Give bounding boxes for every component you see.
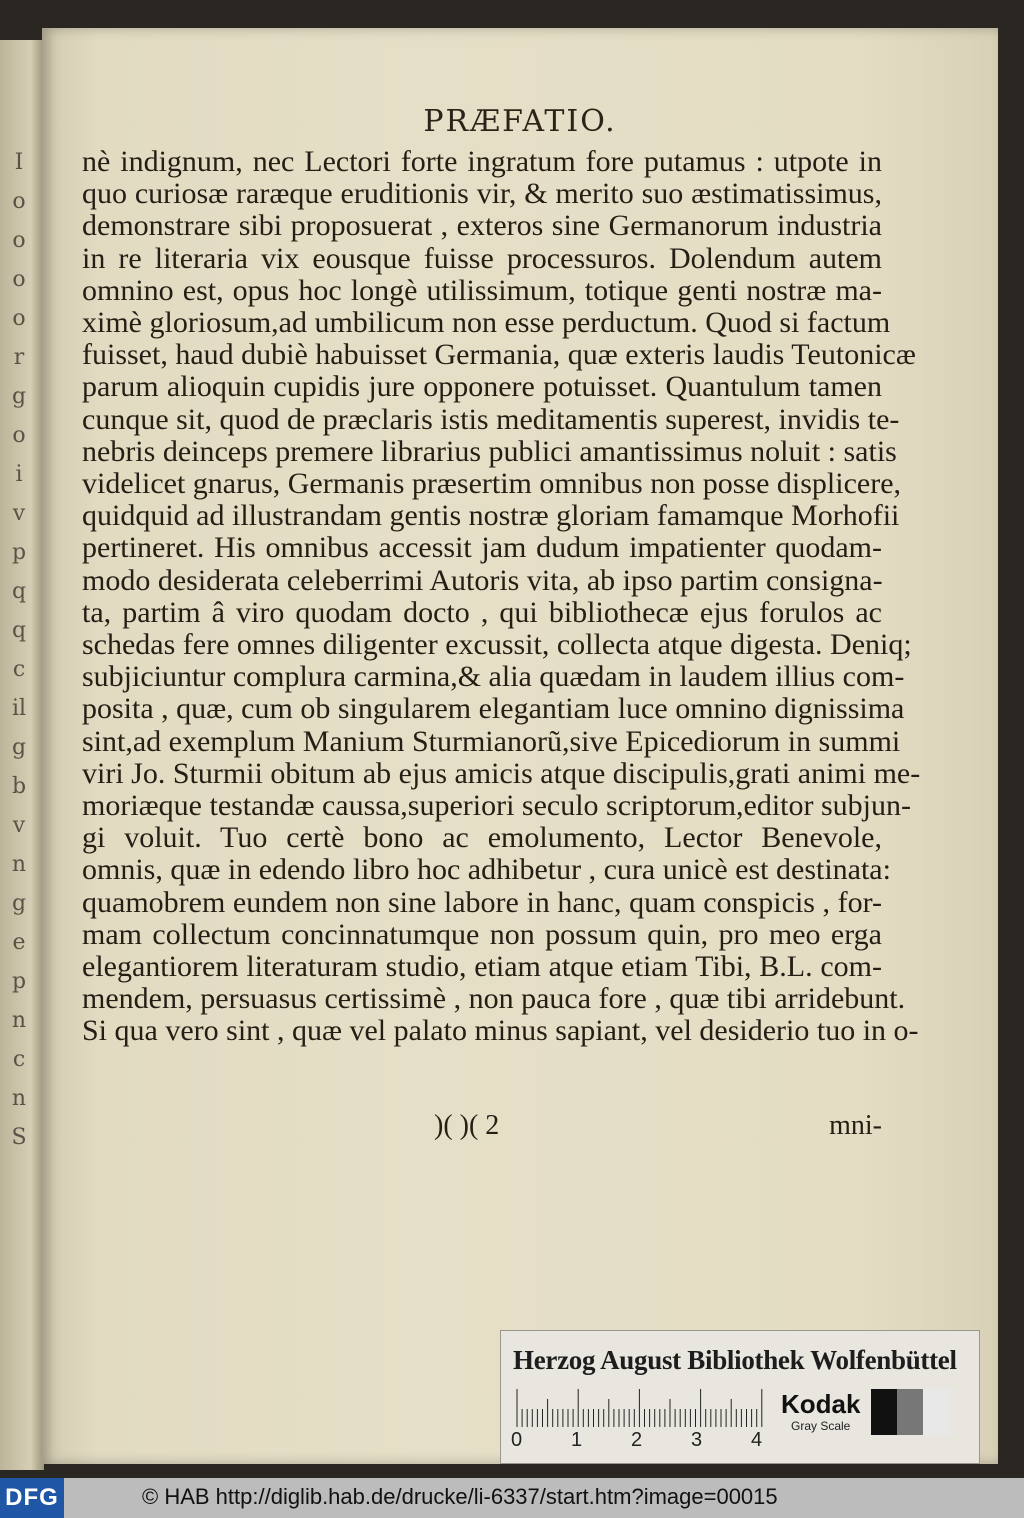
text-line: mendem, persuasus certissimè , non pauca fore , quæ tibi arridebunt. (82, 982, 906, 1016)
text-line: gi voluit. Tuo certè bono ac emolumento, Lector Benevole, (82, 821, 882, 855)
gray-patch-black (871, 1389, 897, 1435)
ruler-number: 2 (631, 1429, 643, 1451)
adjacent-text-fragment: S (11, 1125, 27, 1150)
ruler-number: 3 (691, 1429, 703, 1451)
text-line: subjiciuntur complura carmina,& alia quædam in laudem illius com- (82, 660, 905, 694)
adjacent-page-edge (0, 40, 44, 1470)
adjacent-text-fragment: p (11, 969, 27, 994)
adjacent-text-fragment: v (12, 813, 26, 838)
text-line: moriæque testandæ caussa,superiori seculo scriptorum,editor subjun- (82, 789, 911, 823)
signature-mark: )( )( 2 (434, 1110, 500, 1141)
library-color-card (500, 1330, 980, 1464)
text-line: nè indignum, nec Lectori forte ingratum fore putamus : utpote in (82, 145, 882, 178)
text-line: cunque sit, quod de præclaris istis meditamentis superest, invidis te- (82, 402, 900, 436)
text-line: quidquid ad illustrandam gentis nostræ gloriam famamque Morhofii (82, 499, 900, 533)
adjacent-text-fragment: n (11, 1008, 27, 1033)
text-line: mam collectum concinnatumque non possum quin, pro meo erga (82, 917, 882, 951)
adjacent-text-fragment: o (12, 189, 26, 214)
adjacent-text-fragment: i (15, 462, 23, 487)
library-name: Herzog August Bibliothek Wolfenbüttel (513, 1345, 957, 1375)
adjacent-text-fragment: o (12, 423, 26, 448)
text-line: demonstrare sibi proposuerat , exteros sine Germanorum industria (82, 209, 882, 243)
text-line: omnino est, opus hoc longè utilissimum, totique genti nostræ ma- (82, 273, 882, 307)
text-line: Si qua vero sint , quæ vel palato minus sapiant, vel desiderio tuo in o- (82, 1014, 919, 1048)
ruler-number: 0 (511, 1429, 523, 1451)
text-line: sint,ad exemplum Manium Sturmianorũ,sive Epicediorum in summi (82, 724, 901, 758)
body-text (82, 145, 921, 1048)
ruler-ticks (515, 1389, 771, 1429)
text-line: posita , quæ, cum ob singularem elegantiam luce omnino dignissima (82, 692, 905, 726)
adjacent-text-fragment: g (11, 891, 27, 916)
adjacent-text-fragment: r (13, 345, 25, 370)
adjacent-text-fragment: I (14, 150, 24, 175)
text-line: quamobrem eundem non sine labore in hanc, quam conspicis , for- (82, 885, 882, 919)
page-footer (82, 1110, 882, 1142)
ruler-number: 4 (751, 1429, 763, 1451)
text-line: ta, partim â viro quodam docto , qui bibliothecæ ejus forulos ac (82, 595, 882, 629)
adjacent-text-fragment: e (12, 930, 26, 955)
viewer-footer (0, 1478, 1024, 1518)
text-line: in re literaria vix eousque fuisse processuros. Dolendum autem (82, 241, 882, 275)
text-line: elegantiorem literaturam studio, etiam atque etiam Tibi, B.L. com- (82, 950, 882, 984)
adjacent-text-fragment: c (12, 657, 26, 682)
kodak-logo: Kodak (781, 1389, 861, 1419)
text-line: ximè gloriosum,ad umbilicum non esse perductum. Quod si factum (82, 306, 891, 340)
adjacent-text-fragment: c (12, 1047, 26, 1072)
page-header: PRÆFATIO. (423, 104, 617, 139)
text-line: pertineret. His omnibus accessit jam dudum impatienter quodam- (82, 531, 882, 565)
adjacent-text-fragment: n (11, 852, 27, 877)
book-page (42, 28, 998, 1464)
gray-patch-white (923, 1389, 949, 1435)
adjacent-text-fragment: o (12, 306, 26, 331)
catchword: mni- (829, 1110, 882, 1141)
adjacent-text-fragment: p (11, 540, 27, 565)
text-line: schedas fere omnes diligenter excussit, collecta atque digesta. Deniq; (82, 628, 912, 662)
ruler (515, 1389, 771, 1429)
adjacent-text-fragment: q (11, 579, 27, 604)
gray-patch-mid (897, 1389, 923, 1435)
adjacent-text-fragment: o (12, 267, 26, 292)
text-line: viri Jo. Sturmii obitum ab ejus amicis atque discipulis,grati animi me- (82, 756, 921, 790)
adjacent-text-fragment: v (12, 501, 26, 526)
ruler-number: 1 (571, 1429, 583, 1451)
adjacent-text-fragment: g (11, 735, 27, 760)
adjacent-text-fragment: o (12, 228, 26, 253)
gray-scale-label: Gray Scale (791, 1419, 851, 1433)
dfg-logo: DFG (0, 1478, 64, 1518)
text-line: quo curiosæ raræque eruditionis vir, & merito suo æstimatissimus, (82, 177, 882, 211)
text-line: fuisset, haud dubiè habuisset Germania, quæ exteris laudis Teutonicæ (82, 338, 916, 372)
adjacent-text-fragment: b (11, 774, 27, 799)
text-line: nebris deinceps premere librarius publici amantissimus noluit : satis (82, 434, 897, 468)
text-line: parum alioquin cupidis jure opponere potuisset. Quantulum tamen (82, 370, 882, 404)
adjacent-text-fragment: il (11, 696, 27, 721)
text-line: omnis, quæ in edendo libro hoc adhibetur , cura unicè est destinata: (82, 853, 891, 887)
text-line: modo desiderata celeberrimi Autoris vita, ab ipso partim consigna- (82, 563, 883, 597)
adjacent-text-fragment: n (11, 1086, 27, 1111)
adjacent-text-fragment: g (11, 384, 27, 409)
copyright-link[interactable]: © HAB http://diglib.hab.de/drucke/li-6337/start.htm?image=00015 (142, 1484, 778, 1509)
adjacent-text-fragment: q (11, 618, 27, 643)
text-line: videlicet gnarus, Germanis præsertim omnibus non posse displicere, (82, 467, 902, 501)
